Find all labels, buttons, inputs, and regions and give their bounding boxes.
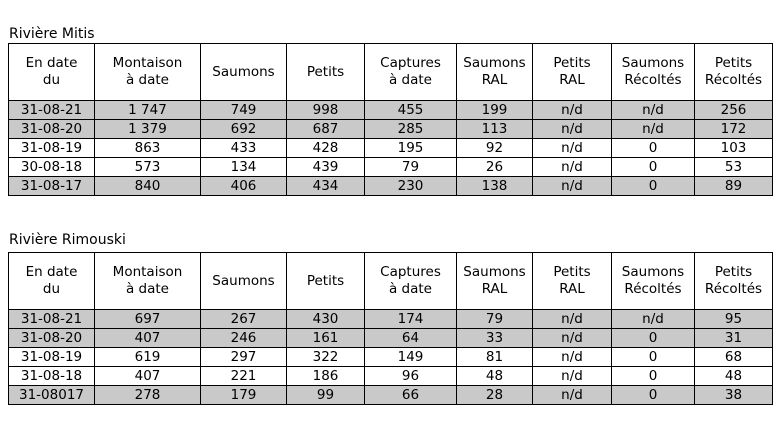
table-cell: 840	[95, 177, 201, 196]
table-cell: 186	[287, 367, 365, 386]
header-row	[9, 44, 773, 101]
column-header	[457, 253, 533, 310]
column-header	[365, 44, 457, 101]
table-cell: 1 379	[95, 120, 201, 139]
table-row	[9, 120, 773, 139]
table-cell: 31-08-19	[9, 348, 95, 367]
table-cell: 0	[612, 158, 695, 177]
column-header-line: En date	[25, 264, 78, 280]
table-cell: 619	[95, 348, 201, 367]
table-rimouski	[8, 252, 773, 405]
table-cell: 0	[612, 348, 695, 367]
table-cell: 79	[457, 310, 533, 329]
table-cell: 161	[287, 329, 365, 348]
table-cell: 199	[457, 101, 533, 120]
table-cell: 53	[695, 158, 773, 177]
table-cell: 1 747	[95, 101, 201, 120]
table-cell: 95	[695, 310, 773, 329]
table-cell: 33	[457, 329, 533, 348]
table-cell: n/d	[533, 158, 612, 177]
table-cell: 134	[201, 158, 287, 177]
column-header-line: Montaison	[112, 264, 183, 280]
column-header-line: Saumons	[621, 55, 685, 71]
table-row	[9, 101, 773, 120]
column-header-line: RAL	[481, 72, 508, 88]
table-cell: 48	[457, 367, 533, 386]
table-cell: 30-08-18	[9, 158, 95, 177]
table-cell: 267	[201, 310, 287, 329]
column-header-line: Petits	[553, 55, 591, 71]
column-header-line: du	[42, 281, 61, 297]
column-header-line: Petits	[306, 63, 345, 80]
table-cell: 31	[695, 329, 773, 348]
table-cell: 434	[287, 177, 365, 196]
table-cell: 863	[95, 139, 201, 158]
table-row	[9, 177, 773, 196]
table-cell: 81	[457, 348, 533, 367]
table-cell: n/d	[612, 310, 695, 329]
table-cell: 297	[201, 348, 287, 367]
table-row	[9, 386, 773, 405]
table-cell: 31-08-21	[9, 101, 95, 120]
table-cell: 26	[457, 158, 533, 177]
table-cell: 406	[201, 177, 287, 196]
column-header	[201, 253, 287, 310]
table-cell: n/d	[533, 367, 612, 386]
column-header	[612, 44, 695, 101]
table-cell: 430	[287, 310, 365, 329]
table-cell: 0	[612, 139, 695, 158]
section-title-mitis: Rivière Mitis	[9, 26, 95, 42]
column-header-line: RAL	[559, 281, 585, 297]
table-cell: 96	[365, 367, 457, 386]
column-header	[9, 44, 95, 101]
table-cell: 230	[365, 177, 457, 196]
column-header	[287, 44, 365, 101]
table-cell: 31-08-19	[9, 139, 95, 158]
column-header	[287, 253, 365, 310]
column-header-line: Récoltés	[624, 281, 682, 297]
table-cell: 92	[457, 139, 533, 158]
table-row	[9, 139, 773, 158]
table-cell: 195	[365, 139, 457, 158]
column-header-line: Récoltés	[624, 72, 682, 88]
table-cell: n/d	[533, 101, 612, 120]
table-cell: n/d	[533, 139, 612, 158]
table-cell: 407	[95, 367, 201, 386]
table-cell: 285	[365, 120, 457, 139]
table-cell: 31-08-21	[9, 310, 95, 329]
table-mitis	[8, 43, 773, 196]
table-row	[9, 158, 773, 177]
column-header	[95, 253, 201, 310]
column-header-line: Captures	[380, 264, 441, 280]
column-header-line: Petits	[714, 264, 753, 280]
table-cell: 455	[365, 101, 457, 120]
table-cell: 149	[365, 348, 457, 367]
column-header-line: à date	[125, 281, 169, 297]
column-header-line: Petits	[714, 55, 753, 71]
table-cell: 0	[612, 329, 695, 348]
column-header	[201, 44, 287, 101]
column-header	[9, 253, 95, 310]
column-header-line: Récoltés	[704, 72, 763, 88]
table-cell: n/d	[533, 177, 612, 196]
column-header	[533, 44, 612, 101]
table-cell: n/d	[533, 120, 612, 139]
table-cell: n/d	[533, 386, 612, 405]
table-row	[9, 367, 773, 386]
table-cell: 998	[287, 101, 365, 120]
table-cell: 172	[695, 120, 773, 139]
table-cell: 31-08-20	[9, 120, 95, 139]
table-cell: n/d	[533, 348, 612, 367]
column-header-line: RAL	[559, 72, 585, 88]
table-cell: 407	[95, 329, 201, 348]
table-cell: 68	[695, 348, 773, 367]
column-header-line: Montaison	[112, 55, 183, 71]
table-cell: 79	[365, 158, 457, 177]
table-cell: n/d	[612, 101, 695, 120]
table-cell: 179	[201, 386, 287, 405]
table-cell: 31-08-18	[9, 367, 95, 386]
table-cell: 697	[95, 310, 201, 329]
table-cell: 66	[365, 386, 457, 405]
column-header	[695, 253, 773, 310]
table-row	[9, 310, 773, 329]
column-header-line: à date	[125, 72, 169, 88]
table-cell: 433	[201, 139, 287, 158]
table-cell: 89	[695, 177, 773, 196]
table-cell: n/d	[533, 329, 612, 348]
table-cell: 256	[695, 101, 773, 120]
column-header-line: Saumons	[463, 55, 526, 71]
header-row	[9, 253, 773, 310]
table-cell: n/d	[533, 310, 612, 329]
column-header-line: Petits	[553, 264, 591, 280]
table-cell: 31-08017	[9, 386, 95, 405]
table-cell: 31-08-17	[9, 177, 95, 196]
column-header	[695, 44, 773, 101]
column-header-line: du	[42, 72, 61, 88]
table-cell: 246	[201, 329, 287, 348]
table-row	[9, 348, 773, 367]
column-header-line: Petits	[306, 272, 345, 289]
column-header-line: Récoltés	[704, 281, 763, 297]
table-cell: 0	[612, 367, 695, 386]
table-cell: 0	[612, 386, 695, 405]
table-cell: 749	[201, 101, 287, 120]
table-cell: 174	[365, 310, 457, 329]
table-cell: 0	[612, 177, 695, 196]
table-cell: 439	[287, 158, 365, 177]
column-header-line: à date	[388, 72, 432, 88]
table-cell: 687	[287, 120, 365, 139]
column-header-line: Captures	[380, 55, 441, 71]
table-cell: 138	[457, 177, 533, 196]
table-cell: 99	[287, 386, 365, 405]
column-header-line: En date	[25, 55, 78, 71]
table-cell: 28	[457, 386, 533, 405]
column-header-line: Saumons	[212, 63, 275, 80]
table-cell: 113	[457, 120, 533, 139]
table-cell: 278	[95, 386, 201, 405]
section-title-rimouski: Rivière Rimouski	[9, 232, 126, 248]
column-header-line: RAL	[481, 281, 508, 297]
column-header-line: Saumons	[463, 264, 526, 280]
table-cell: 221	[201, 367, 287, 386]
table-cell: 31-08-20	[9, 329, 95, 348]
column-header-line: Saumons	[212, 272, 275, 289]
column-header	[95, 44, 201, 101]
table-cell: 64	[365, 329, 457, 348]
table-cell: 103	[695, 139, 773, 158]
table-cell: 322	[287, 348, 365, 367]
column-header	[457, 44, 533, 101]
table-cell: 38	[695, 386, 773, 405]
table-cell: 428	[287, 139, 365, 158]
column-header-line: Saumons	[621, 264, 685, 280]
column-header	[533, 253, 612, 310]
column-header	[365, 253, 457, 310]
column-header-line: à date	[388, 281, 432, 297]
table-cell: 692	[201, 120, 287, 139]
column-header	[612, 253, 695, 310]
table-cell: n/d	[612, 120, 695, 139]
table-cell: 48	[695, 367, 773, 386]
table-cell: 573	[95, 158, 201, 177]
table-row	[9, 329, 773, 348]
